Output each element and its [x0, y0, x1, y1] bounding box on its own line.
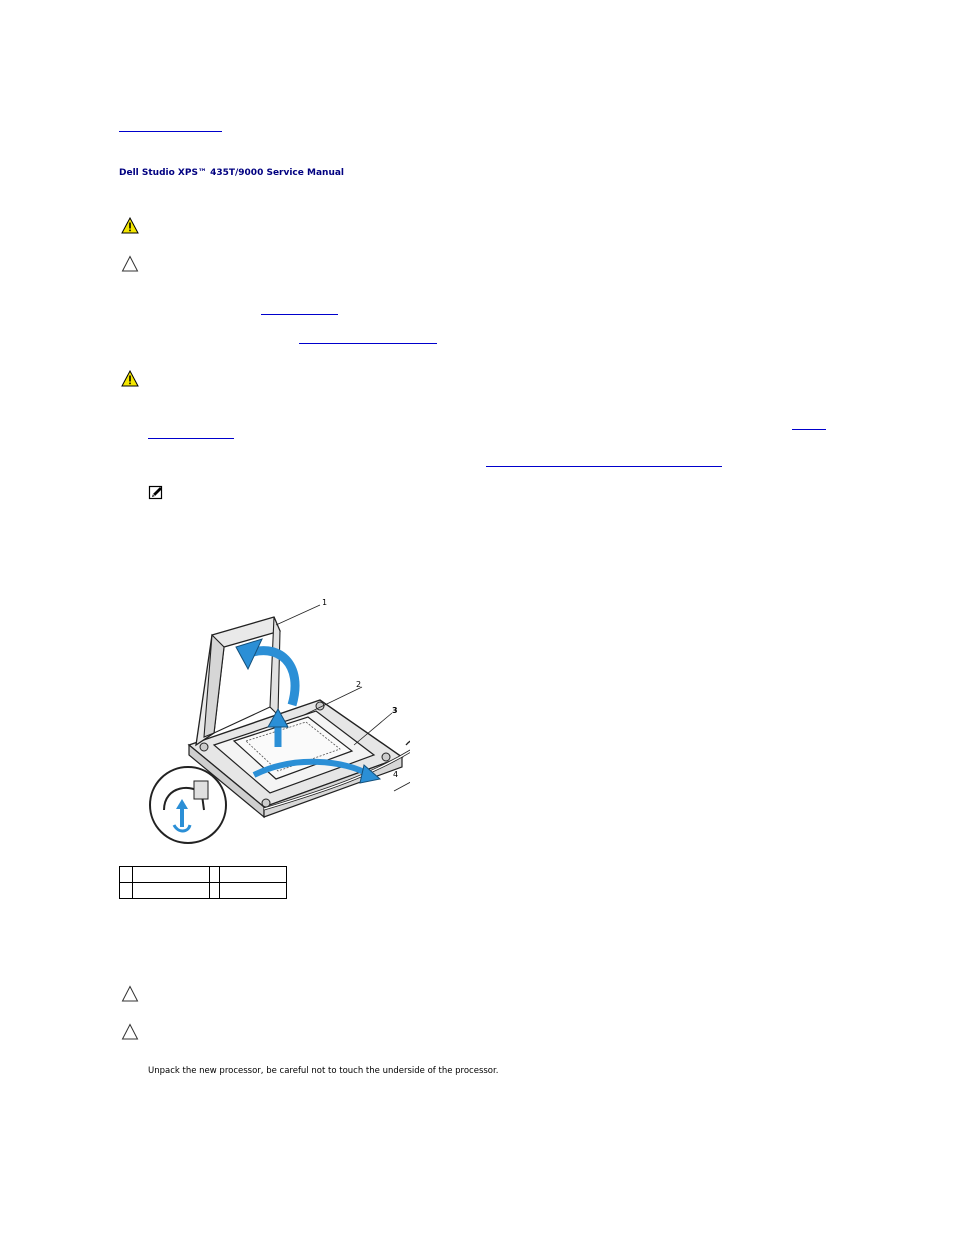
unpack-processor-step: Unpack the new processor, be careful not to touch the underside of the processor. — [148, 1066, 499, 1076]
table-cell — [210, 867, 220, 883]
table-cell — [133, 883, 210, 899]
callout-legend-table — [119, 866, 287, 899]
caution-icon — [121, 1023, 139, 1041]
manual-title: Dell Studio XPS™ 435T/9000 Service Manual — [119, 168, 345, 178]
inline-link-1[interactable] — [261, 314, 338, 315]
note-icon — [148, 485, 164, 501]
callout-2: 2 — [356, 680, 362, 689]
callout-1: 1 — [322, 598, 328, 607]
table-row — [120, 867, 287, 883]
processor-socket-illustration — [144, 595, 410, 857]
inline-link-3a[interactable] — [792, 429, 826, 430]
table-cell — [120, 867, 133, 883]
inline-link-3b[interactable] — [148, 438, 234, 439]
contents-page-link[interactable] — [119, 131, 222, 132]
warning-icon — [121, 217, 139, 235]
table-row — [120, 883, 287, 899]
inline-link-2[interactable] — [299, 343, 437, 344]
caution-icon — [121, 255, 139, 273]
caution-icon — [121, 985, 139, 1003]
table-cell — [220, 867, 287, 883]
inline-link-4[interactable] — [486, 466, 722, 467]
callout-4: 4 — [393, 770, 399, 779]
table-cell — [133, 867, 210, 883]
table-cell — [220, 883, 287, 899]
warning-icon — [121, 370, 139, 388]
table-cell — [120, 883, 133, 899]
callout-3: 3 — [392, 706, 398, 715]
table-cell — [210, 883, 220, 899]
